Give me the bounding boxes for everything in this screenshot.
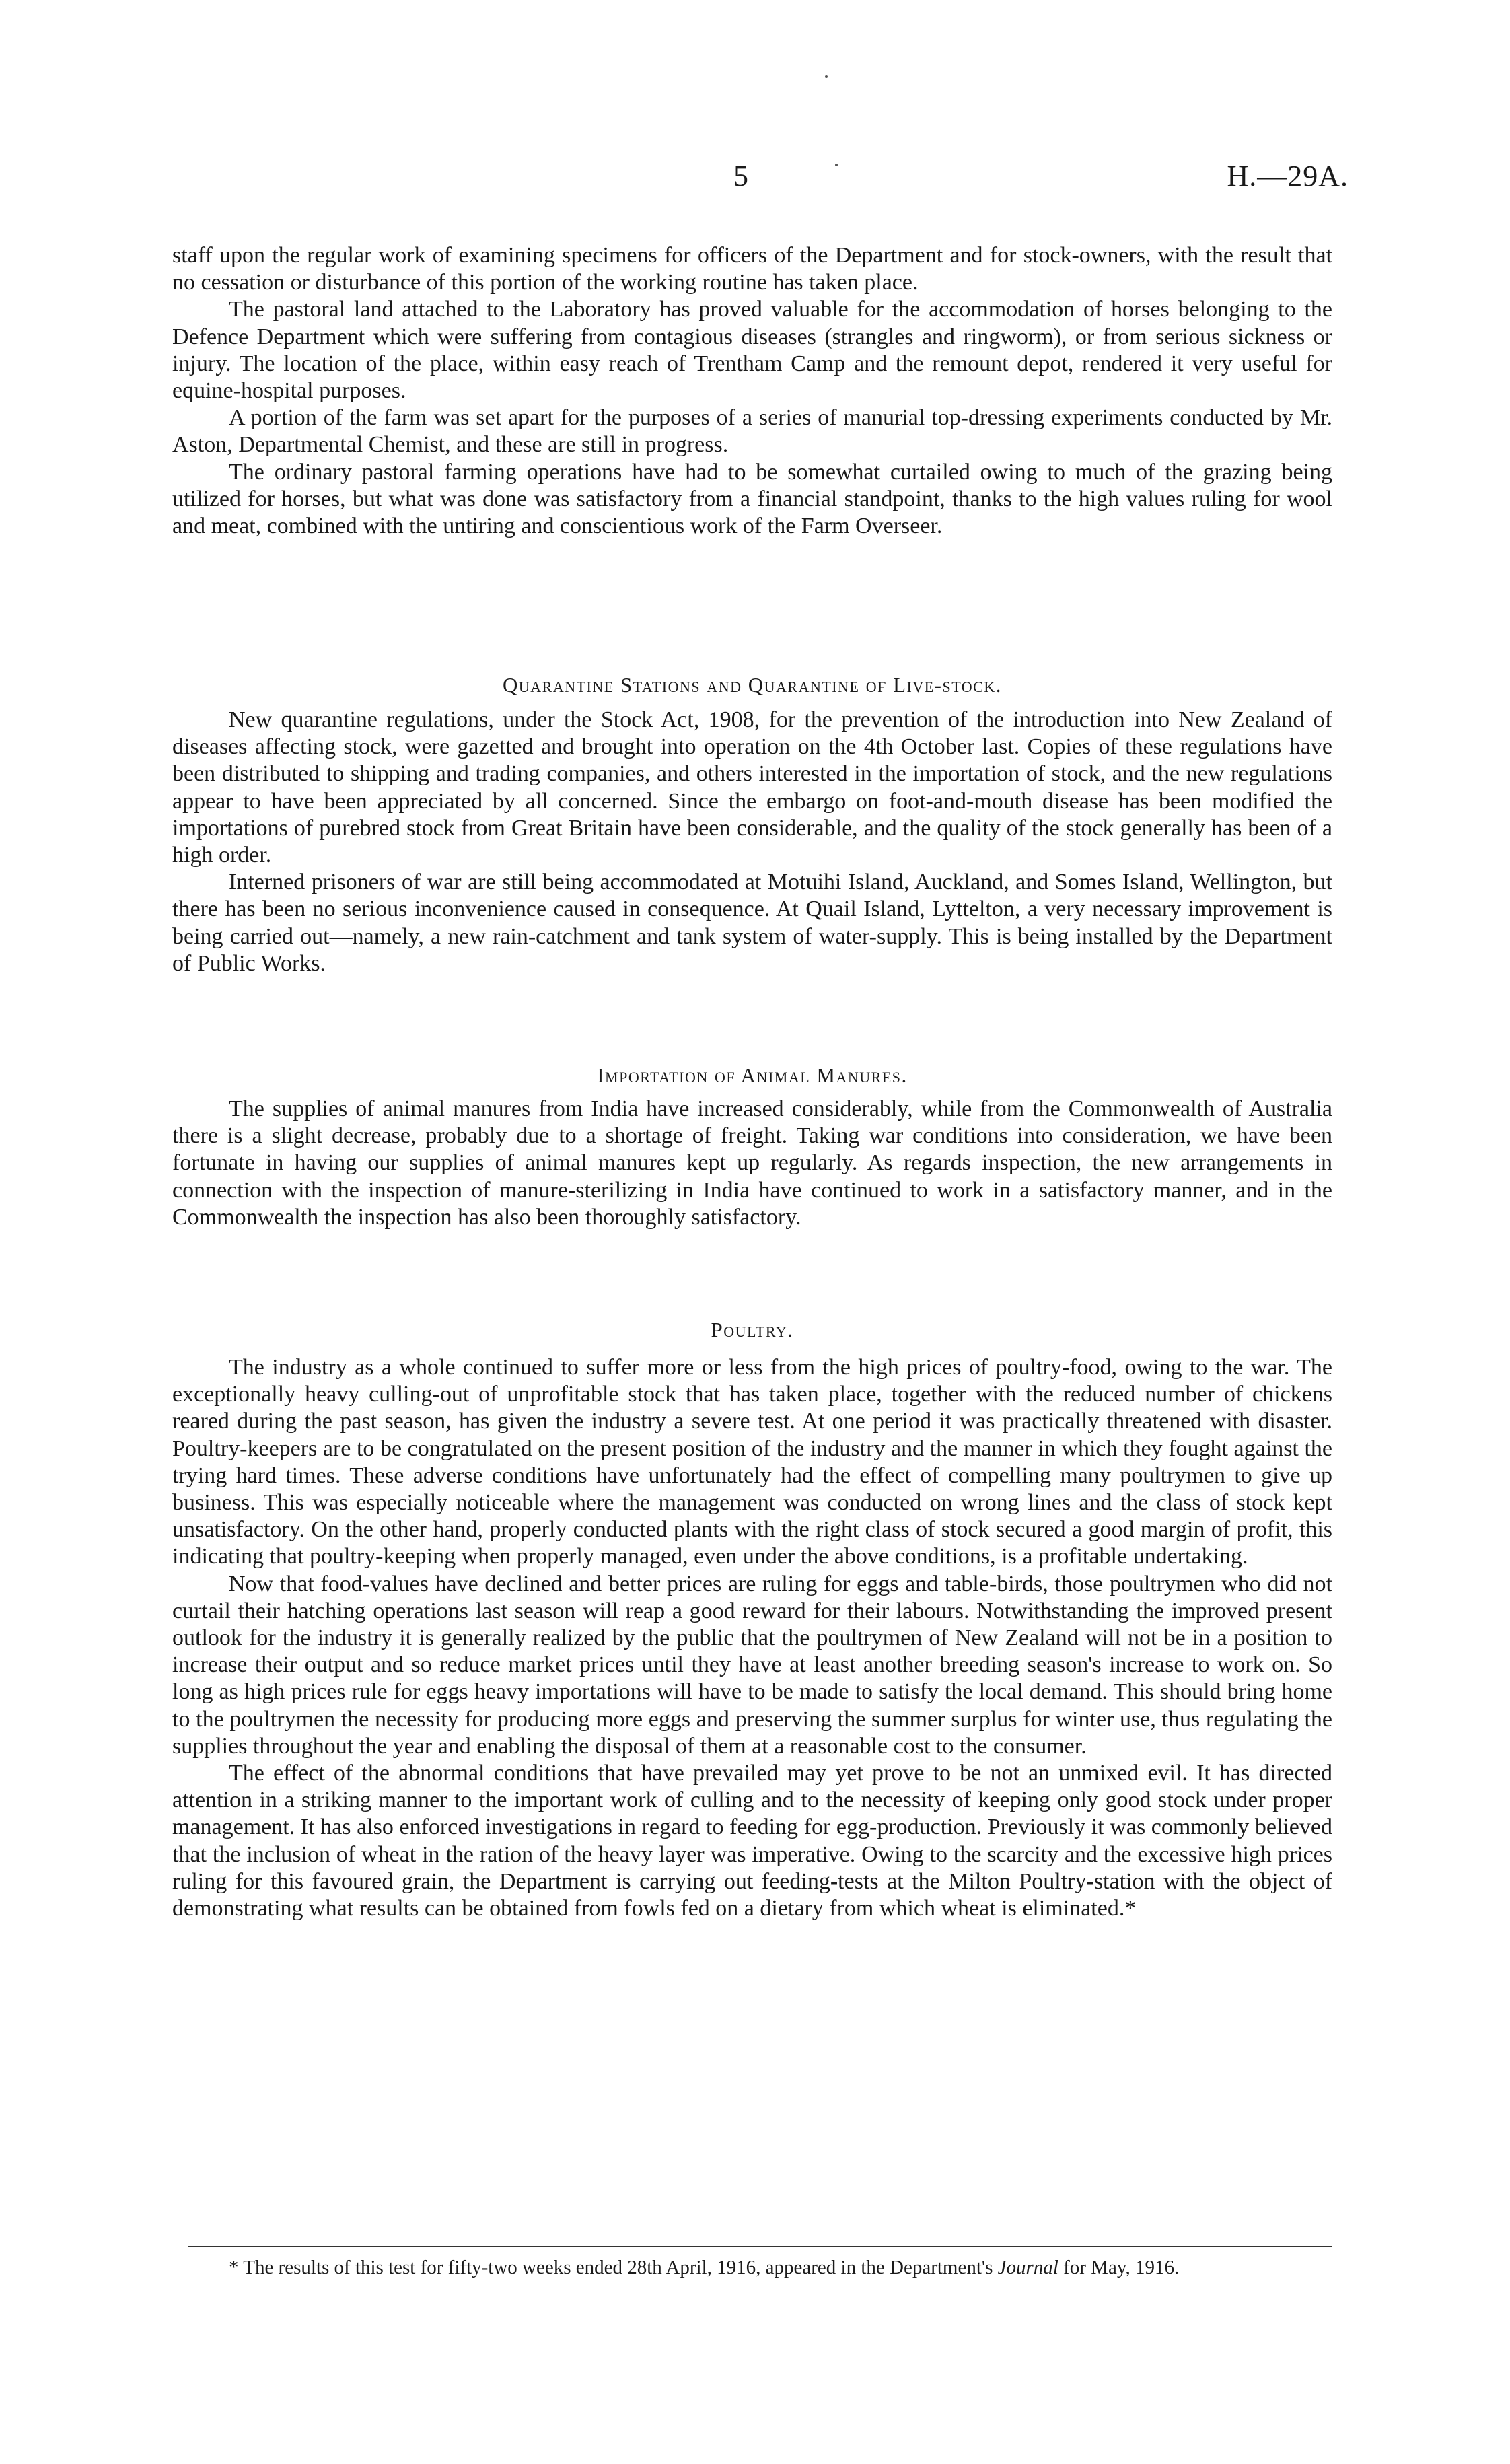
- footnote-rule: [188, 2246, 1332, 2247]
- manures-section: [172, 1096, 1332, 1231]
- paragraph: The pastoral land attached to the Laboratory has proved valuable for the accommodation of horses belonging to the Defence Department which were suffering from contagious diseases (strangles and ringworm), or from serious sickness or injury. The location of the place, within easy reach of Trentham Camp and the remount depot, rendered it very useful for equine-hospital purposes.: [172, 297, 1332, 404]
- paragraph: The industry as a whole continued to suffer more or less from the high prices of poultry-food, owing to the war. The exceptionally heavy culling-out of unprofitable stock that has taken place, together with the reduced number of chickens reared during the past season, has given the industry a severe test. At one period it was practically threatened with disaster. Poultry-keepers are to be congratulated on the present position of the industry and the manner in which they fought against the trying hard times. These adverse conditions have unfortunately had the effect of compelling many poultrymen to give up business. This was especially noticeable where the management was conducted on wrong lines and the class of stock kept unsatisfactory. On the other hand, properly conducted plants with the right class of stock secured a good margin of profit, this indicating that poultry-keeping when properly managed, even under the above conditions, is a profitable undertaking.: [172, 1355, 1332, 1570]
- section-heading-manures: Importation of Animal Manures.: [597, 1063, 908, 1087]
- footnote: [172, 2256, 1332, 2280]
- scan-speck: [835, 164, 838, 166]
- paragraph: A portion of the farm was set apart for the purposes of a series of manurial top-dressing experiments conducted by Mr. Aston, Departmental Chemist, and these are still in progress.: [172, 405, 1332, 458]
- scan-speck: [825, 75, 828, 78]
- section-heading-quarantine: Quarantine Stations and Quarantine of Live-stock.: [503, 673, 1002, 697]
- paragraph: The supplies of animal manures from India have increased considerably, while from the Commonwealth of Australia there is a slight decrease, probably due to a shortage of freight. Taking war conditions into consideration, we have been fortunate in having our supplies of animal manures kept up regularly. As regards inspection, the new arrangements in connection with the inspection of manure-sterilizing in India have continued to work in a satisfactory manner, and in the Commonwealth the inspection has also been thoroughly satisfactory.: [172, 1096, 1332, 1230]
- paragraph: New quarantine regulations, under the Stock Act, 1908, for the prevention of the introduction into New Zealand of diseases affecting stock, were gazetted and brought into operation on the 4th October last. Copies of these regulations have been distributed to shipping and trading companies, and others interested in the importation of stock, and the new regulations appear to have been appreciated by all concerned. Since the embargo on foot-and-mouth disease has been modified the importations of purebred stock from Great Britain have been considerable, and the quality of the stock generally has been of a high order.: [172, 707, 1332, 868]
- paragraph: Now that food-values have declined and better prices are ruling for eggs and table-birds, those poultrymen who did not curtail their hatching operations last season will reap a good reward for their labours. Notwithstanding the improved present outlook for the industry it is generally realized by the public that the poultrymen of New Zealand will not be in a position to increase their output and so reduce market prices until they have at least another breeding season's increase to work on. So long as high prices rule for eggs heavy importations will have to be made to satisfy the local demand. This should bring home to the poultrymen the necessity for producing more eggs and preserving the summer surplus for winter use, thus regulating the supplies throughout the year and enabling the disposal of them at a reasonable cost to the consumer.: [172, 1571, 1332, 1759]
- paragraph: The ordinary pastoral farming operations have had to be somewhat curtailed owing to much of the grazing being utilized for horses, but what was done was satisfactory from a financial standpoint, thanks to the high values ruling for wool and meat, combined with the untiring and conscientious work of the Farm Overseer.: [172, 459, 1332, 539]
- paragraph: Interned prisoners of war are still being accommodated at Motuihi Island, Auckland, and Somes Island, Wellington, but there has been no serious inconvenience caused in consequence. At Quail Island, Lyttelton, a very necessary improvement is being carried out—namely, a new rain-catchment and tank system of water-supply. This is being installed by the Department of Public Works.: [172, 870, 1332, 976]
- paragraph: The effect of the abnormal conditions that have prevailed may yet prove to be not an unmixed evil. It has directed attention in a striking manner to the important work of culling and to the necessity of keeping only good stock under proper management. It has also enforced investigations in regard to feeding for egg-production. Previously it was commonly believed that the inclusion of wheat in the ration of the heavy layer was imperative. Owing to the scarcity and the excessive high prices ruling for this favoured grain, the Department is carrying out feeding-tests at the Milton Poultry-station with the object of demonstrating what results can be obtained from fowls fed on a dietary from which wheat is eliminated.*: [172, 1761, 1332, 1922]
- poultry-section: [172, 1354, 1332, 1922]
- quarantine-section: [172, 707, 1332, 977]
- section-heading-poultry: Poultry.: [711, 1318, 794, 1341]
- footnote-text: * The results of this test for fifty-two weeks ended 28th April, 1916, appeared in the Department's: [229, 2257, 998, 2278]
- document-reference: H.—29A.: [1227, 160, 1349, 192]
- footnote-text-end: for May, 1916.: [1058, 2257, 1180, 2278]
- paragraph: staff upon the regular work of examining specimens for officers of the Department and for stock-owners, with the result that no cessation or disturbance of this portion of the working routine has taken place.: [172, 243, 1332, 295]
- intro-section: [172, 242, 1332, 540]
- page-number: 5: [733, 160, 748, 192]
- footnote-journal: Journal: [997, 2257, 1058, 2278]
